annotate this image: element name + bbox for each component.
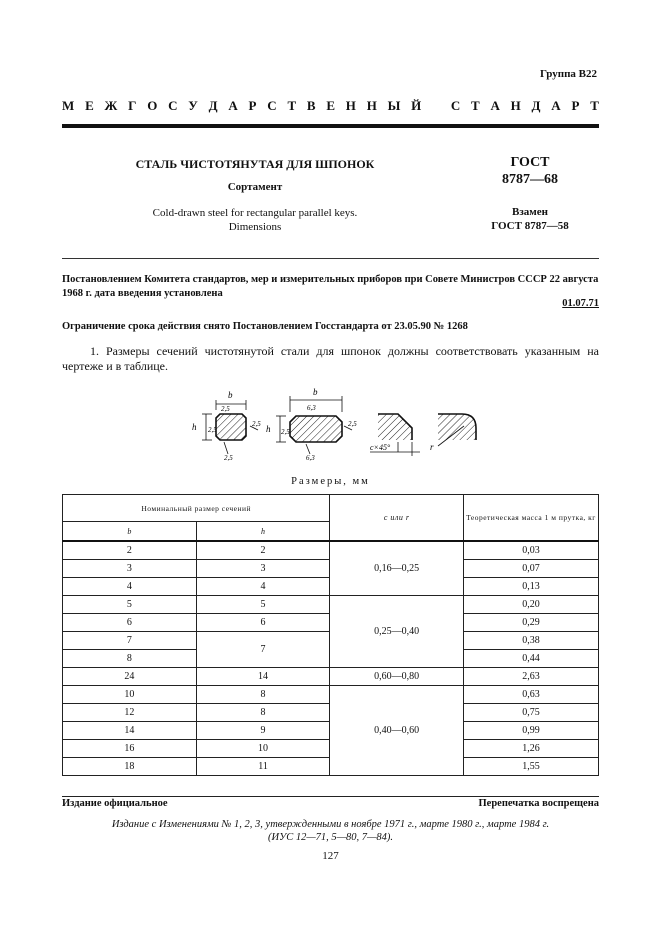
header-h: h — [196, 522, 330, 542]
cell-mass: 0,29 — [463, 614, 598, 632]
banner-letter: Н — [510, 98, 521, 113]
dim-63-bottom: 6,3 — [306, 454, 315, 462]
table-row — [63, 541, 599, 560]
banner-letter: Т — [471, 98, 480, 113]
cell-h: 4 — [196, 578, 330, 596]
cell-b: 2 — [63, 541, 197, 560]
banner-letter: С — [450, 98, 461, 113]
dim-25-left: 2,5 — [208, 426, 217, 434]
dimensions-table — [62, 494, 599, 776]
cell-cr: 0,40—0,60 — [330, 686, 464, 776]
cell-b: 3 — [63, 560, 197, 578]
banner-letter: Й — [411, 98, 422, 113]
paragraph-1: 1. Размеры сечений чистотянутой стали для шпонок должны соответствовать указанным на чертеже и в таблице. — [62, 344, 599, 373]
dim-h: h — [192, 422, 197, 432]
banner-letter: Т — [287, 98, 297, 113]
banner-letter: У — [188, 98, 198, 113]
cell-b: 14 — [63, 722, 197, 740]
dim-25-rect-right: 2,5 — [348, 420, 357, 428]
banner-letter: Е — [85, 98, 94, 113]
cell-mass: 0,44 — [463, 650, 598, 668]
reprint-notice: Перепечатка воспрещена — [478, 798, 599, 809]
english-title-line2: Dimensions — [228, 221, 282, 233]
document-title: СТАЛЬ ЧИСТОТЯНУТАЯ ДЛЯ ШПОНОК — [135, 157, 375, 171]
radius-detail — [430, 414, 476, 452]
cell-mass: 1,55 — [463, 758, 598, 776]
banner-letter: Е — [326, 98, 336, 113]
edition-note — [62, 818, 599, 844]
cell-b: 7 — [63, 632, 197, 650]
section-rule — [62, 258, 599, 259]
banner-letter: А — [228, 98, 238, 113]
header-nominal: Номинальный размер сечений — [63, 495, 330, 522]
limit-note: Ограничение срока действия снято Постановлением Госстандарта от 23.05.90 № 1268 — [62, 321, 468, 332]
table-row — [63, 596, 599, 614]
banner-letter: Р — [248, 98, 257, 113]
cell-h: 3 — [196, 560, 330, 578]
header-rule — [62, 124, 599, 128]
cell-mass: 0,63 — [463, 686, 598, 704]
document-subtitle: Сортамент — [227, 181, 283, 193]
cell-h: 6 — [196, 614, 330, 632]
english-title — [130, 206, 380, 234]
edition-line2: (ИУС 12—71, 5—80, 7—84). — [268, 832, 393, 843]
dim-25-right: 2,5 — [252, 420, 261, 428]
cell-h: 8 — [196, 686, 330, 704]
banner-letter: Г — [128, 98, 137, 113]
cell-h: 7 — [196, 632, 330, 668]
table-row — [63, 686, 599, 704]
replaces-label: Взамен — [512, 206, 548, 218]
replaces-block — [470, 205, 590, 233]
header-mass: Теоретическая масса 1 м прутка, кг — [463, 495, 598, 542]
cell-b: 12 — [63, 704, 197, 722]
cell-mass: 0,75 — [463, 704, 598, 722]
table-row — [63, 668, 599, 686]
official-edition: Издание официальное — [62, 798, 168, 809]
replaces-number: ГОСТ 8787—58 — [491, 220, 569, 232]
cell-h: 11 — [196, 758, 330, 776]
banner-letter: С — [168, 98, 178, 113]
cell-b: 10 — [63, 686, 197, 704]
banner-letter: Ы — [387, 98, 401, 113]
footer-rule — [62, 796, 599, 797]
cell-cr: 0,60—0,80 — [330, 668, 464, 686]
dim-b: b — [228, 390, 233, 400]
dim-h-rect: h — [266, 424, 271, 434]
chamfer-detail — [370, 414, 420, 456]
cell-cr: 0,16—0,25 — [330, 541, 464, 596]
banner-gap — [432, 98, 440, 114]
cell-mass: 0,13 — [463, 578, 598, 596]
banner-letter: Н — [366, 98, 377, 113]
cell-cr: 0,25—0,40 — [330, 596, 464, 668]
cell-h: 10 — [196, 740, 330, 758]
decree-text: Постановлением Комитета стандартов, мер и измерительных приборов при Совете Министров СССР 22 августа 1968 г. дата введения установлена — [62, 274, 599, 299]
dim-25-top: 2,5 — [221, 405, 230, 413]
section-drawing — [180, 380, 500, 466]
cell-h: 8 — [196, 704, 330, 722]
cell-b: 6 — [63, 614, 197, 632]
cell-mass: 2,63 — [463, 668, 598, 686]
dim-chamfer: c×45° — [370, 443, 391, 452]
banner-letter: Н — [345, 98, 356, 113]
gost-block — [470, 154, 590, 188]
dim-b-rect: b — [313, 387, 318, 397]
gost-number: 8787—68 — [502, 172, 558, 187]
header-b: b — [63, 522, 197, 542]
banner-letter: Д — [531, 98, 541, 113]
banner-letter: В — [306, 98, 316, 113]
cell-h: 14 — [196, 668, 330, 686]
cell-b: 16 — [63, 740, 197, 758]
effective-date: 01.07.71 — [562, 298, 599, 309]
page-number: 127 — [322, 850, 339, 862]
header-cr: c или r — [330, 495, 464, 542]
cell-b: 24 — [63, 668, 197, 686]
banner-letter: С — [267, 98, 277, 113]
cell-mass: 1,26 — [463, 740, 598, 758]
banner-letter: О — [147, 98, 158, 113]
cell-h: 5 — [196, 596, 330, 614]
cell-mass: 0,99 — [463, 722, 598, 740]
cell-b: 5 — [63, 596, 197, 614]
cell-h: 2 — [196, 541, 330, 560]
dim-25-bottom: 2,5 — [224, 454, 233, 462]
group-code: Группа В22 — [539, 68, 597, 80]
cell-mass: 0,38 — [463, 632, 598, 650]
cell-h: 9 — [196, 722, 330, 740]
banner-letter: Р — [571, 98, 580, 113]
dim-25-rect-left: 2,5 — [281, 428, 290, 436]
dim-63-top: 6,3 — [307, 404, 316, 412]
rect-section — [266, 387, 357, 462]
english-title-line1: Cold-drawn steel for rectangular parallel keys. — [152, 207, 358, 219]
square-section — [192, 390, 261, 462]
cell-mass: 0,20 — [463, 596, 598, 614]
dim-r: r — [430, 442, 434, 452]
table-header-row — [63, 495, 599, 522]
cell-b: 4 — [63, 578, 197, 596]
table-caption: Размеры, мм — [291, 476, 370, 487]
banner-letter: Ж — [104, 98, 118, 113]
gost-label: ГОСТ — [510, 155, 550, 170]
banner-letter: Т — [590, 98, 599, 113]
cell-mass: 0,03 — [463, 541, 598, 560]
edition-line1: Издание с Изменениями № 1, 2, 3, утвержденными в ноябре 1971 г., марте 1980 г., марте 1984 г. — [111, 819, 550, 830]
banner-letter: Д — [208, 98, 218, 113]
standard-banner — [62, 98, 599, 114]
banner-letter: А — [551, 98, 561, 113]
cell-b: 18 — [63, 758, 197, 776]
cell-mass: 0,07 — [463, 560, 598, 578]
cell-b: 8 — [63, 650, 197, 668]
banner-letter: А — [490, 98, 500, 113]
banner-letter: М — [62, 98, 75, 113]
